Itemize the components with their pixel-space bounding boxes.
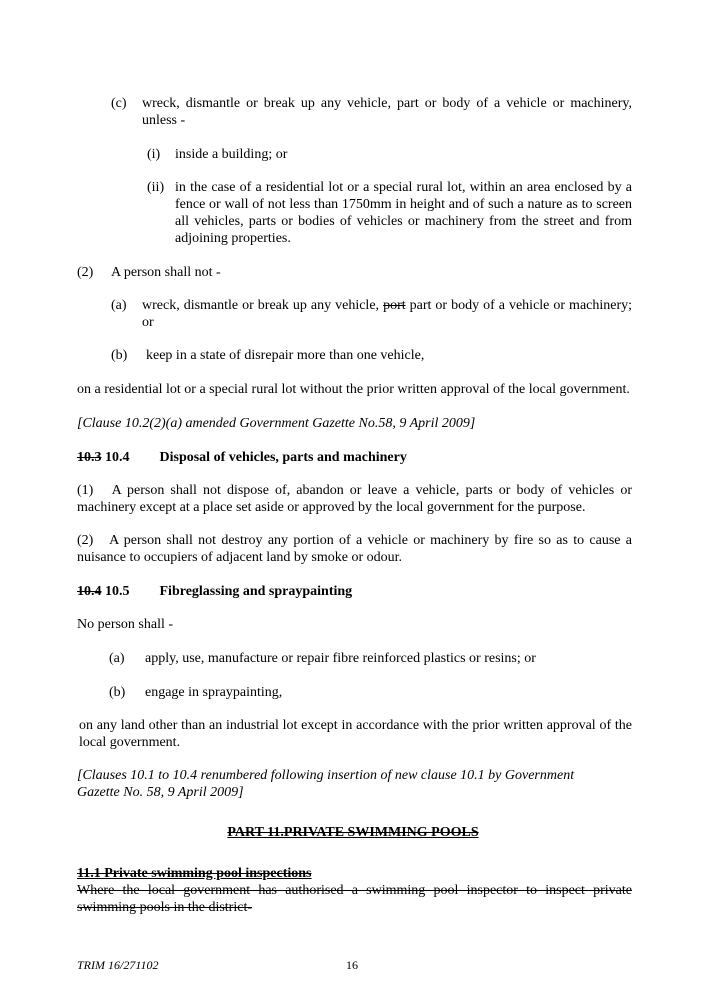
section-title: Fibreglassing and spraypainting	[159, 584, 353, 599]
clause-label: (2)	[77, 265, 94, 280]
section-closing: on any land other than an industrial lot except in accordance with the prior written approval of the local government.	[79, 718, 632, 750]
section-heading	[77, 449, 632, 466]
old-section-number: 10.4	[77, 584, 102, 599]
item-text: engage in spraypainting,	[145, 685, 283, 700]
amendment-note: [Clauses 10.1 to 10.4 renumbered following insertion of new clause 10.1 by Government Gazette No. 58, 9 April 2009]	[77, 768, 575, 800]
page-number: 16	[346, 958, 358, 972]
section-paragraph: (2) A person shall not destroy any portion of a vehicle or machinery by fire so as to cause a nuisance to occupiers of adjacent land by smoke or odour.	[77, 533, 632, 565]
clause-label: (a)	[111, 298, 127, 313]
section-number: 10.4	[105, 450, 130, 465]
subclause-i-text: inside a building; or	[175, 147, 288, 162]
section-title: Disposal of vehicles, parts and machinery	[159, 450, 407, 465]
part-heading: PART 11.PRIVATE SWIMMING POOLS	[227, 825, 479, 840]
struck-word: port	[383, 298, 406, 313]
clause-2b-text: keep in a state of disrepair more than one vehicle,	[146, 348, 425, 363]
subclause-label: (ii)	[147, 180, 165, 195]
part-text: Where the local government has authorised a swimming pool inspector to inspect private swimming pools in the district-	[77, 883, 632, 915]
subclause-ii-text: in the case of a residential lot or a special rural lot, within an area enclosed by a fence or wall of not less than 1750mm in height and of such a nature as to screen all vehicles, parts or bodies of vehicles or machinery from the street and from adjoining properties.	[175, 180, 632, 246]
clause-c-text: wreck, dismantle or break up any vehicle, part or body of a vehicle or machinery, unless -	[142, 96, 632, 128]
item-label: (a)	[109, 651, 125, 666]
footer-trim: TRIM 16/271102	[77, 958, 159, 972]
clause-2a-after: part or body of a vehicle or machinery; or	[142, 298, 633, 330]
clause-2a-text	[142, 297, 632, 331]
clause-label: (c)	[111, 96, 127, 111]
residential-paragraph: on a residential lot or a special rural lot without the prior written approval of the local government.	[77, 382, 630, 397]
section-intro: No person shall -	[77, 617, 174, 632]
clause-2-text: A person shall not -	[111, 265, 221, 280]
part-subheading: 11.1 Private swimming pool inspections	[77, 866, 312, 881]
clause-label: (b)	[111, 348, 128, 363]
section-heading	[77, 583, 632, 600]
subclause-label: (i)	[147, 147, 161, 162]
item-label: (b)	[109, 685, 126, 700]
item-text: apply, use, manufacture or repair fibre reinforced plastics or resins; or	[145, 651, 536, 666]
clause-2a-before: wreck, dismantle or break up any vehicle,	[142, 298, 380, 313]
amendment-note: [Clause 10.2(2)(a) amended Government Gazette No.58, 9 April 2009]	[77, 416, 476, 431]
old-section-number: 10.3	[77, 450, 102, 465]
section-paragraph: (1) A person shall not dispose of, abandon or leave a vehicle, parts or body of vehicles or machinery except at a place set aside or approved by the local government for the purpose.	[77, 483, 632, 515]
section-number: 10.5	[105, 584, 130, 599]
